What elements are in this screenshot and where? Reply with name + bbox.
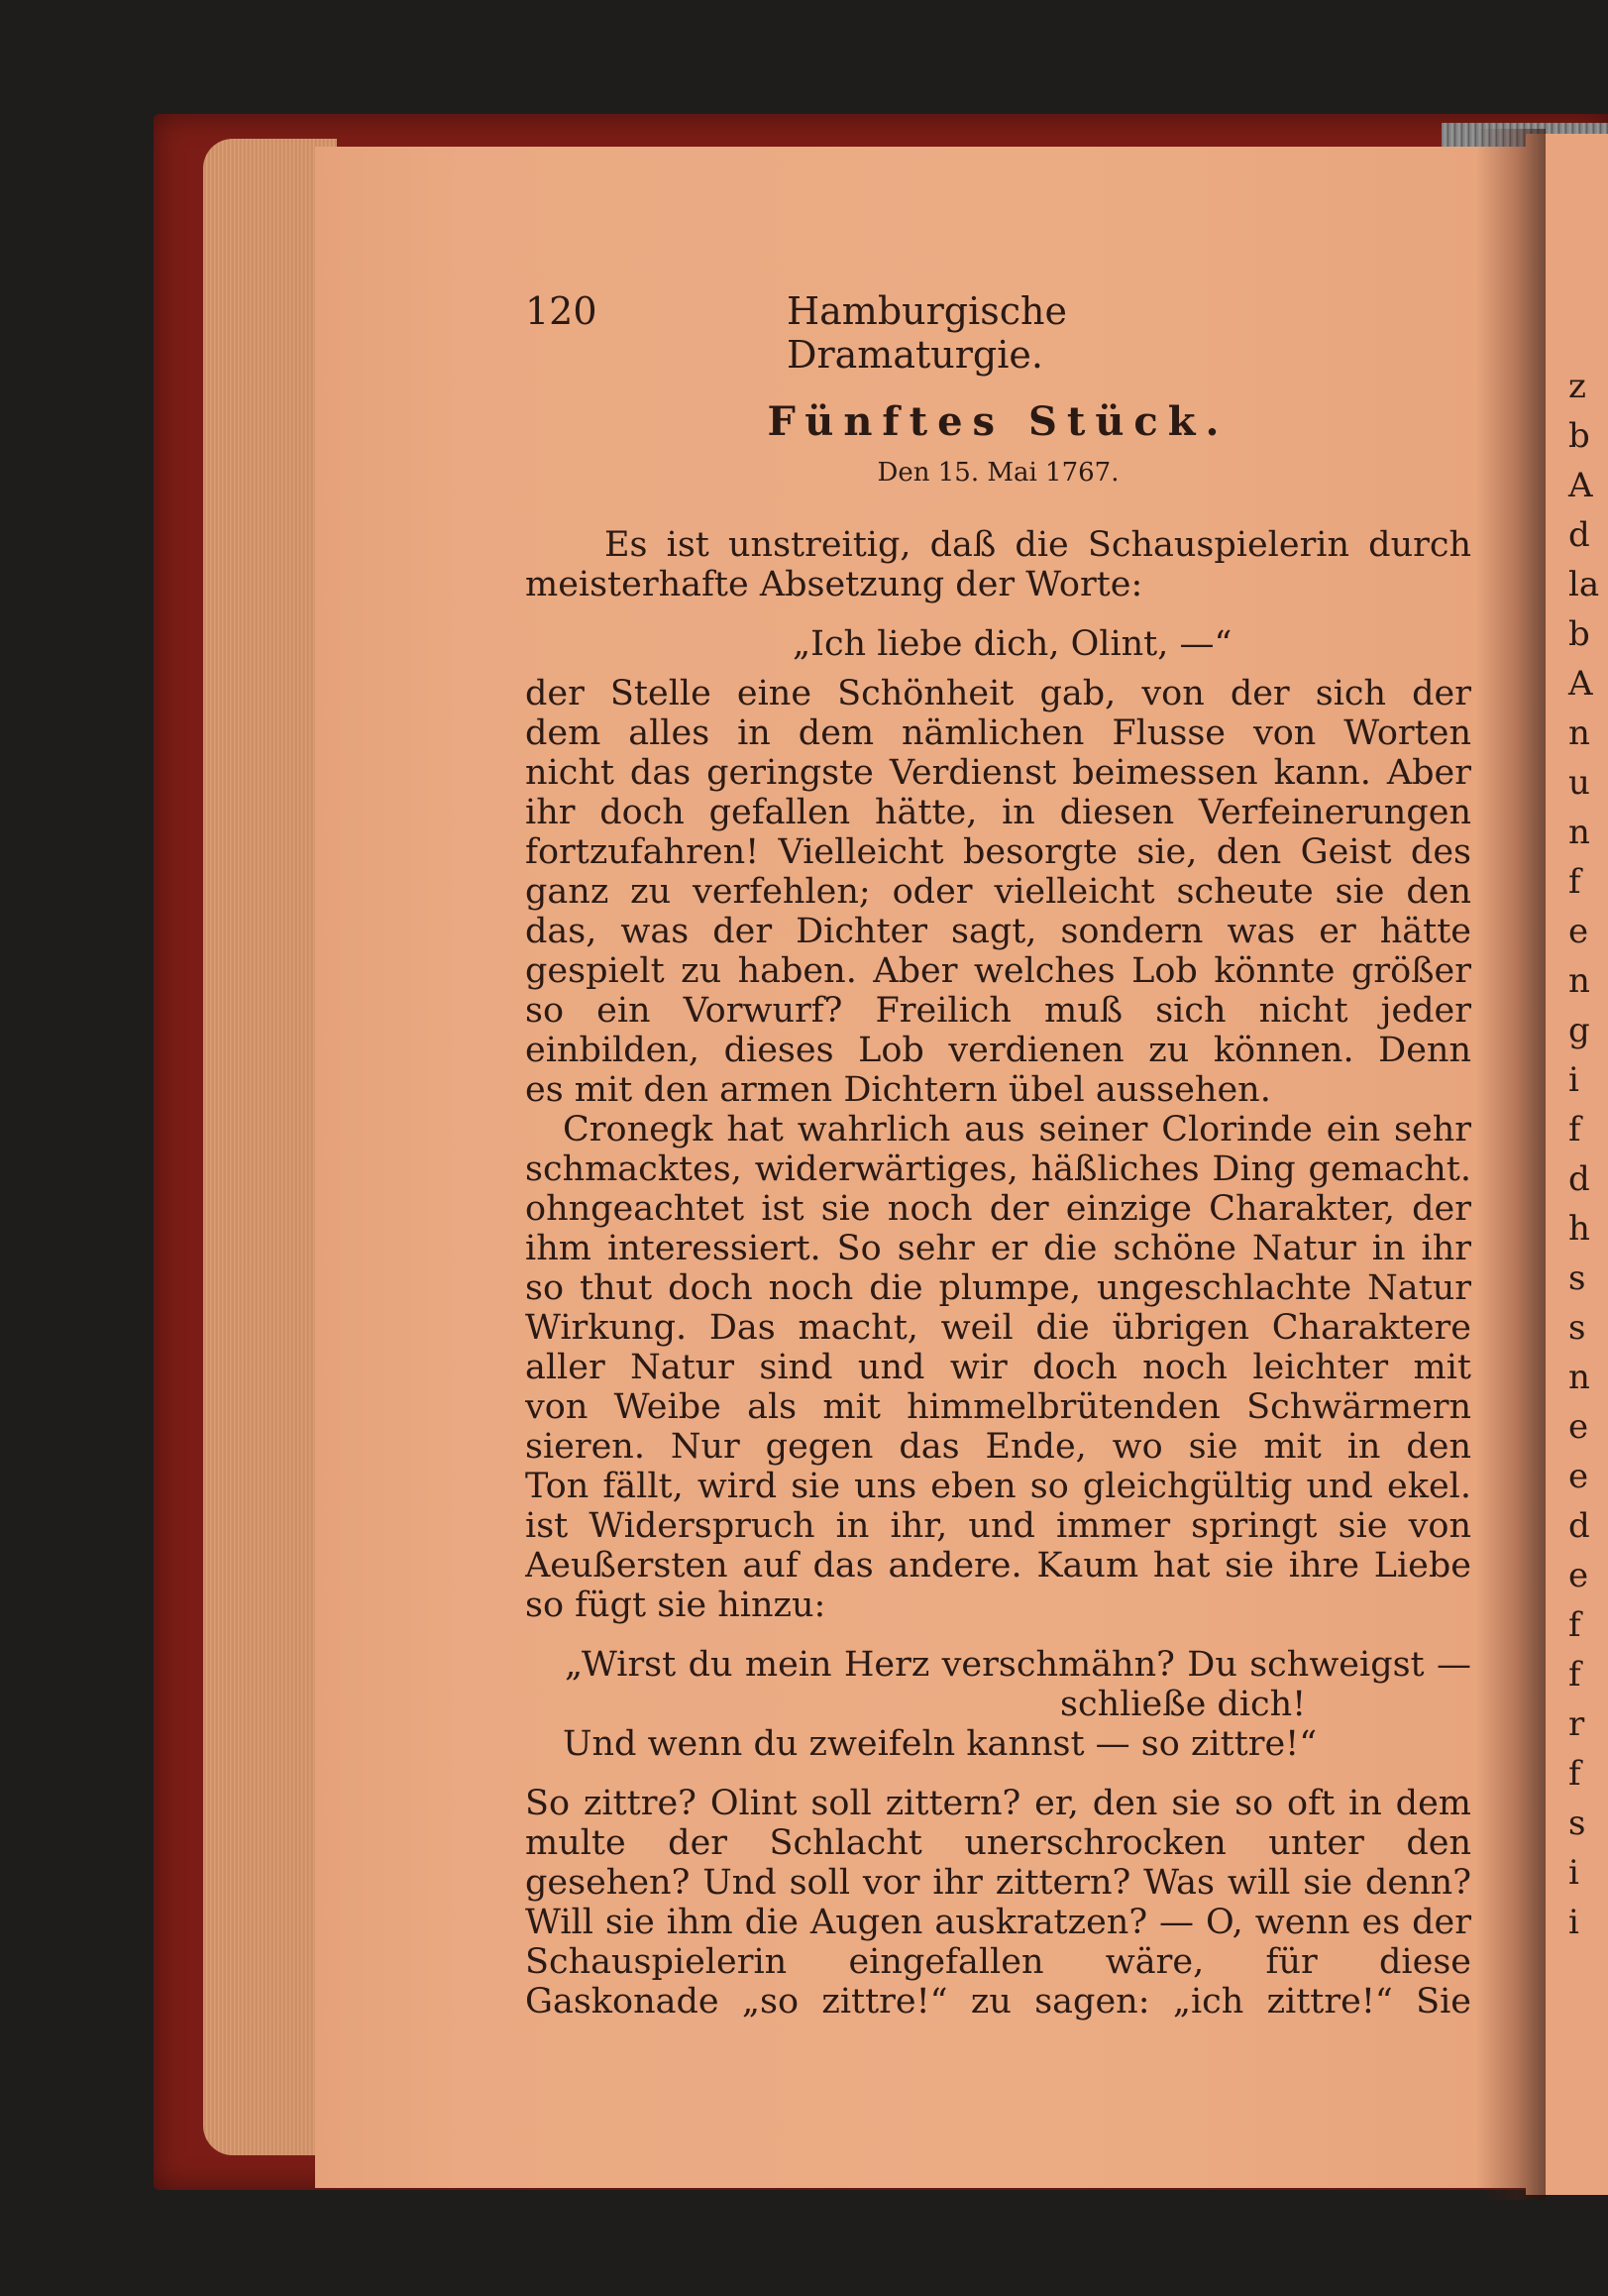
text-line: meisterhafte Absetzung der Worte:	[525, 565, 1143, 604]
right-page-letter: n	[1568, 961, 1590, 1001]
text-line: es mit den armen Dichtern übel aussehen.	[525, 1070, 1271, 1110]
text-line: der Stelle eine Schönheit gab, von der sich der	[525, 674, 1471, 713]
right-page-letter: s	[1568, 1308, 1586, 1348]
right-page-letter: i	[1568, 1060, 1579, 1100]
text-line: sieren. Nur gegen das Ende, wo sie mit in den	[525, 1427, 1471, 1467]
text-line: So zittre? Olint soll zittern? er, den sie so oft in dem	[525, 1784, 1471, 1823]
right-page-letter: s	[1568, 1258, 1586, 1298]
text-line: schmacktes, widerwärtiges, häßliches Ding gemacht.	[525, 1149, 1471, 1189]
right-page-letter: n	[1568, 713, 1590, 753]
text-line: Aeußersten auf das andere. Kaum hat sie ihre Liebe	[525, 1546, 1471, 1585]
text-line: Gaskonade „so zittre!“ zu sagen: „ich zittre!“ Sie	[525, 1982, 1471, 2022]
running-header	[525, 289, 1199, 377]
section-date: Den 15. Mai 1767.	[877, 458, 1120, 488]
right-page-letter: b	[1568, 614, 1590, 654]
text-line: schließe dich!	[1060, 1685, 1307, 1724]
right-page-letter: e	[1568, 912, 1589, 951]
right-page-letter: d	[1568, 1159, 1590, 1199]
right-page-letter: d	[1568, 515, 1590, 555]
text-line: Will sie ihm die Augen auskratzen? — O, wenn es der	[525, 1903, 1471, 1942]
right-page-letter: f	[1568, 1655, 1581, 1695]
right-page-letter: g	[1568, 1011, 1590, 1050]
right-page-letter: e	[1568, 1457, 1589, 1496]
text-line: gespielt zu haben. Aber welches Lob könnte größer	[525, 951, 1471, 991]
text-line: so fügt sie hinzu:	[525, 1585, 826, 1625]
text-line: Es ist unstreitig, daß die Schauspielerin durch	[604, 525, 1471, 565]
text-line: dem alles in dem nämlichen Flusse von Worten	[525, 713, 1471, 753]
text-line: so thut doch noch die plumpe, ungeschlachte Natur	[525, 1268, 1471, 1308]
text-line: Cronegk hat wahrlich aus seiner Clorinde ein sehr	[563, 1110, 1471, 1149]
text-line: „Ich liebe dich, Olint, —“	[793, 624, 1233, 664]
right-page-letter: b	[1568, 416, 1590, 456]
text-line: Wirkung. Das macht, weil die übrigen Charaktere	[525, 1308, 1471, 1348]
right-page-letter: f	[1568, 862, 1581, 902]
right-page-letter: i	[1568, 1903, 1579, 1942]
page-number: 120	[525, 289, 597, 333]
text-line: ohngeachtet ist sie noch der einzige Charakter, der	[525, 1189, 1471, 1229]
right-page-letter: A	[1568, 466, 1593, 505]
right-page-letter: A	[1568, 664, 1593, 704]
right-page-letter: z	[1568, 367, 1586, 406]
text-line: fortzufahren! Vielleicht besorgte sie, den Geist des	[525, 832, 1471, 872]
running-title: Hamburgische Dramaturgie.	[787, 289, 1068, 377]
right-page-letter: h	[1568, 1209, 1590, 1249]
text-line: das, was der Dichter sagt, sondern was er hätte	[525, 912, 1471, 951]
right-page-letter: r	[1568, 1704, 1585, 1744]
right-page-letter: d	[1568, 1506, 1590, 1546]
text-line: Schauspielerin eingefallen wäre, für diese	[525, 1942, 1471, 1982]
section-title: Fünftes Stück.	[767, 398, 1230, 445]
text-line: multe der Schlacht unerschrocken unter den	[525, 1823, 1471, 1863]
right-page-letter: e	[1568, 1556, 1589, 1595]
right-page-letter: f	[1568, 1754, 1581, 1794]
right-page-letter: e	[1568, 1407, 1589, 1447]
text-line: ihr doch gefallen hätte, in diesen Verfeinerungen	[525, 793, 1471, 832]
right-page-letter: n	[1568, 1358, 1590, 1397]
text-line: gesehen? Und soll vor ihr zittern? Was will sie denn?	[525, 1863, 1471, 1903]
right-page-letter: f	[1568, 1110, 1581, 1149]
text-line: aller Natur sind und wir doch noch leichter mit	[525, 1348, 1471, 1387]
right-page-letter: s	[1568, 1804, 1586, 1843]
right-page-letter: i	[1568, 1853, 1579, 1893]
text-line: von Weibe als mit himmelbrütenden Schwärmern	[525, 1387, 1471, 1427]
text-line: ist Widerspruch in ihr, und immer springt sie von	[525, 1506, 1471, 1546]
text-line: Ton fällt, wird sie uns eben so gleichgültig und ekel.	[525, 1467, 1471, 1506]
right-page-letter: la	[1568, 565, 1600, 604]
right-page-letter: n	[1568, 813, 1590, 852]
right-page-letter: u	[1568, 763, 1590, 803]
gutter-shadow	[1476, 129, 1546, 2200]
text-line: Und wenn du zweifeln kannst — so zittre!“	[563, 1724, 1318, 1764]
right-page-letter: f	[1568, 1605, 1581, 1645]
text-line: nicht das geringste Verdienst beimessen kann. Aber	[525, 753, 1471, 793]
text-line: „Wirst du mein Herz verschmähn? Du schweigst —	[565, 1645, 1471, 1685]
text-line: ganz zu verfehlen; oder vielleicht scheute sie den	[525, 872, 1471, 912]
text-line: ihm interessiert. So sehr er die schöne Natur in ihr	[525, 1229, 1471, 1268]
text-line: einbilden, dieses Lob verdienen zu können. Denn	[525, 1031, 1471, 1070]
text-line: so ein Vorwurf? Freilich muß sich nicht jeder	[525, 991, 1471, 1031]
